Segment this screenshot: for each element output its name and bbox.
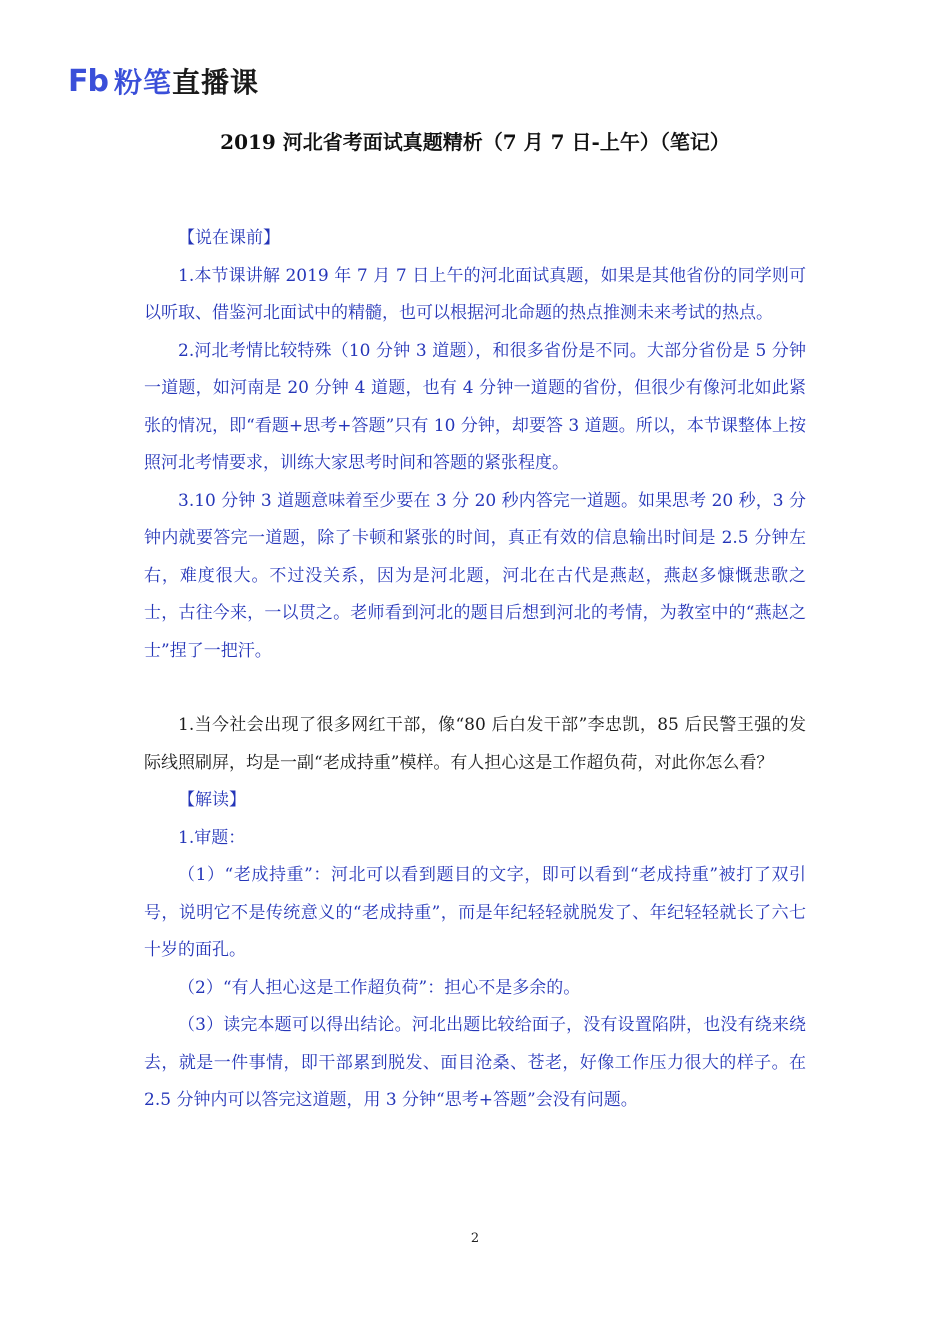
section-spacer <box>144 670 806 707</box>
analysis-point-3: （3）读完本题可以得出结论。河北出题比较给面子，没有设置陷阱，也没有绕来绕去，就是一件事情，即干部累到脱发、面目沧桑、苍老，好像工作压力很大的样子。在 2.5 分钟内可以答完这道题，用 3 分钟“思考+答题”会没有问题。 <box>144 1015 806 1110</box>
document-body <box>144 220 806 1120</box>
logo-brand: 粉笔 <box>113 66 172 99</box>
question-text: 1.当今社会出现了很多网红干部，像“80 后白发干部”李忠凯，85 后民警王强的发际线照刷屏，均是一副“老成持重”模样。有人担心这是工作超负荷，对此你怎么看？ <box>144 715 806 773</box>
analysis-heading: 【解读】 <box>178 790 246 810</box>
logo-text <box>114 61 259 101</box>
intro-paragraph-2: 2.河北考情比较特殊（10 分钟 3 道题），和很多省份是不同。大部分省份是 5 分钟一道题，如河南是 20 分钟 4 道题，也有 4 分钟一道题的省份，但很少有像河北如此紧张的情况，即“看题+思考+答题”只有 10 分钟，却要答 3 道题。所以，本节课整体上按照河北考情要求，训练大家思考时间和答题的紧张程度。 <box>144 340 806 473</box>
intro-heading: 【说在课前】 <box>178 228 280 248</box>
fenbi-logo-icon: Fb <box>68 63 108 99</box>
analysis-step: 1.审题： <box>178 827 246 848</box>
analysis-point-2: （2）“有人担心这是工作超负荷”：担心不是多余的。 <box>178 977 581 998</box>
document-title: 2019 河北省考面试真题精析（7 月 7 日-上午）（笔记） <box>220 130 730 154</box>
page-number: 2 <box>470 1231 480 1246</box>
intro-paragraph-3: 3.10 分钟 3 道题意味着至少要在 3 分 20 秒内答完一道题。如果思考 20 秒，3 分钟内就要答完一道题，除了卡顿和紧张的时间，真正有效的信息输出时间是 2.5 分钟左右，难度很大。不过没关系，因为是河北题，河北在古代是燕赵，燕赵多慷慨悲歌之士，古往今来，一以贯之。老师看到河北的题目后想到河北的考情，为教室中的“燕赵之士”捏了一把汗。 <box>144 490 806 661</box>
intro-paragraph-1: 1.本节课讲解 2019 年 7 月 7 日上午的河北面试真题，如果是其他省份的同学则可以听取、借鉴河北面试中的精髓，也可以根据河北命题的热点推测未来考试的热点。 <box>144 265 806 323</box>
logo-product: 直播课 <box>171 66 259 99</box>
analysis-point-1: （1）“老成持重”：河北可以看到题目的文字，即可以看到“老成持重”被打了双引号，说明它不是传统意义的“老成持重”，而是年纪轻轻就脱发了、年纪轻轻就长了六七十岁的面孔。 <box>144 865 806 960</box>
fenbi-logo <box>68 64 259 98</box>
